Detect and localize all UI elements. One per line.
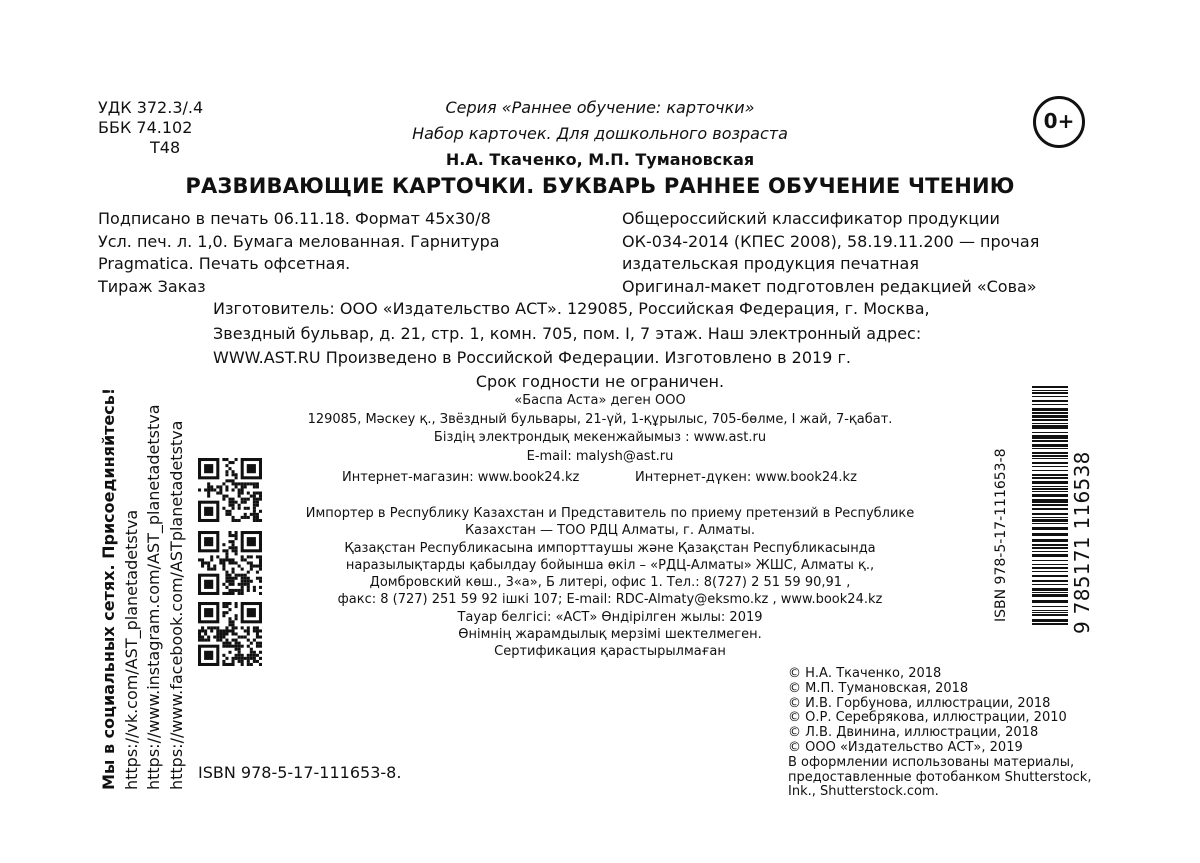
- isbn-text: ISBN 978-5-17-111653-8.: [198, 763, 402, 782]
- classifier-info-line: издательская продукция печатная: [622, 254, 919, 274]
- copyright-line: © Л.В. Двинина, иллюстрации, 2018: [788, 725, 1039, 741]
- udk-code: УДК 372.3/.4: [98, 98, 204, 117]
- print-info-line: Подписано в печать 06.11.18. Формат 45х30/8: [98, 209, 491, 228]
- classifier-info: [622, 208, 1039, 298]
- kz-publisher-line: «Баспа Аста» деген ООО: [514, 393, 686, 408]
- copyright-line: © ООО «Издательство АСТ», 2019: [788, 739, 1023, 755]
- classifier-info-line: Оригинал-макет подготовлен редакцией «Сова»: [622, 276, 1037, 296]
- authors-line: Н.А. Ткаченко, М.П. Тумановская: [445, 150, 755, 169]
- qr-code-facebook[interactable]: [198, 602, 262, 666]
- copyright-line: © О.Р. Серебрякова, иллюстрации, 2010: [788, 710, 1067, 726]
- copyright-block: [788, 667, 1091, 800]
- age-rating-badge: 0+: [1033, 96, 1085, 148]
- kz-publisher-info: [250, 392, 950, 466]
- manufacturer-line: Изготовитель: ООО «Издательство АСТ». 129085, Российская Федерация, г. Москва,: [213, 299, 930, 318]
- qr-code-instagram[interactable]: [198, 531, 262, 595]
- classifier-info-line: ОК-034-2014 (КПЕС 2008), 58.19.11.200 — прочая: [622, 231, 1040, 251]
- manufacturer-line: Звездный бульвар, д. 21, стр. 1, комн. 705, пом. I, 7 этаж. Наш электронный адрес:: [213, 323, 922, 343]
- barcode-bars: [1032, 386, 1068, 626]
- author-mark: Т48: [150, 138, 181, 157]
- book-title: РАЗВИВАЮЩИЕ КАРТОЧКИ. БУКВАРЬ РАННЕЕ ОБУЧЕНИЕ ЧТЕНИЮ: [185, 174, 1015, 198]
- copyright-line: © И.В. Горбунова, иллюстрации, 2018: [788, 695, 1051, 711]
- importer-line: факс: 8 (727) 251 59 92 ішкі 107; E-mail: RDC-Almaty@eksmo.kz , www.book24.kz: [337, 592, 883, 608]
- importer-line: Домбровский көш., 3«а», Б литері, офис 1. Тел.: 8(727) 2 51 59 90,91 ,: [369, 575, 851, 591]
- social-link-instagram[interactable]: https://www.instagram.com/AST_planetadetstva: [144, 404, 163, 790]
- print-info-line: Тираж Заказ: [98, 276, 206, 296]
- importer-line: наразылықтарды қабылдау бойынша өкіл – «РДЦ-Алматы» ЖШС, Алматы қ.,: [345, 557, 875, 573]
- copyright-line: Ink., Shutterstock.com.: [788, 784, 939, 800]
- importer-line: Казахстан — ТОО РДЦ Алматы, г. Алматы.: [464, 523, 756, 539]
- importer-line: Сертификация қарастырылмаған: [494, 644, 726, 660]
- shop-kz: Интернет-дүкен: www.book24.kz: [635, 470, 857, 485]
- social-block: [98, 370, 188, 790]
- copyright-line: © Н.А. Ткаченко, 2018: [788, 666, 942, 681]
- copyright-line: предоставленные фотобанком Shutterstock,: [788, 769, 1092, 785]
- barcode-digits: 9 785171 116538: [1070, 451, 1094, 634]
- bbk-code: ББК 74.102: [98, 118, 193, 137]
- series-line: Серия «Раннее обучение: карточки»: [445, 98, 755, 117]
- social-link-facebook[interactable]: https://www.facebook.com/ASTplanetadetstva: [166, 420, 186, 790]
- manufacturer-line: WWW.AST.RU Произведено в Российской Федерации. Изготовлено в 2019 г.: [213, 348, 851, 367]
- importer-line: Тауар белгісі: «АСТ» Өндірілген жылы: 2019: [457, 609, 763, 625]
- barcode-isbn-label: ISBN 978-5-17-111653-8: [993, 448, 1009, 622]
- print-info: [98, 208, 500, 298]
- importer-info: [260, 505, 960, 661]
- importer-line: Өнімнің жарамдылық мерзімі шектелмеген.: [458, 627, 762, 643]
- importer-line: Импортер в Республику Казахстан и Представитель по приему претензий в Республике: [305, 506, 915, 521]
- kz-publisher-line: Біздің электрондық мекенжайымыз : www.ast.ru: [433, 430, 767, 445]
- print-info-line: Pragmatica. Печать офсетная.: [98, 254, 351, 274]
- qr-code-vk[interactable]: [198, 458, 262, 522]
- kz-publisher-line: 129085, Мәскеу қ., Звёздный бульвары, 21-үй, 1-құрылыс, 705-бөлме, I жай, 7-қабат.: [307, 411, 893, 427]
- shelf-life-line: Срок годности не ограничен.: [475, 372, 725, 391]
- manufacturer-info: [213, 297, 930, 371]
- social-heading: Мы в социальных сетях. Присоединяйтесь!: [99, 387, 118, 790]
- copyright-line: В оформлении использованы материалы,: [788, 754, 1075, 770]
- classifier-info-line: Общероссийский классификатор продукции: [622, 209, 1000, 228]
- social-link-vk[interactable]: https://vk.com/AST_planetadetstva: [121, 509, 141, 790]
- kz-publisher-line: E-mail: malysh@ast.ru: [526, 448, 674, 464]
- importer-line: Қазақстан Республикасына импорттаушы және Қазақстан Республикасында: [344, 540, 876, 556]
- copyright-line: © М.П. Тумановская, 2018: [788, 680, 969, 696]
- subtitle-line: Набор карточек. Для дошкольного возраста: [412, 124, 788, 143]
- print-info-line: Усл. печ. л. 1,0. Бумага мелованная. Гарнитура: [98, 231, 500, 251]
- shop-ru: Интернет-магазин: www.book24.kz: [342, 470, 580, 485]
